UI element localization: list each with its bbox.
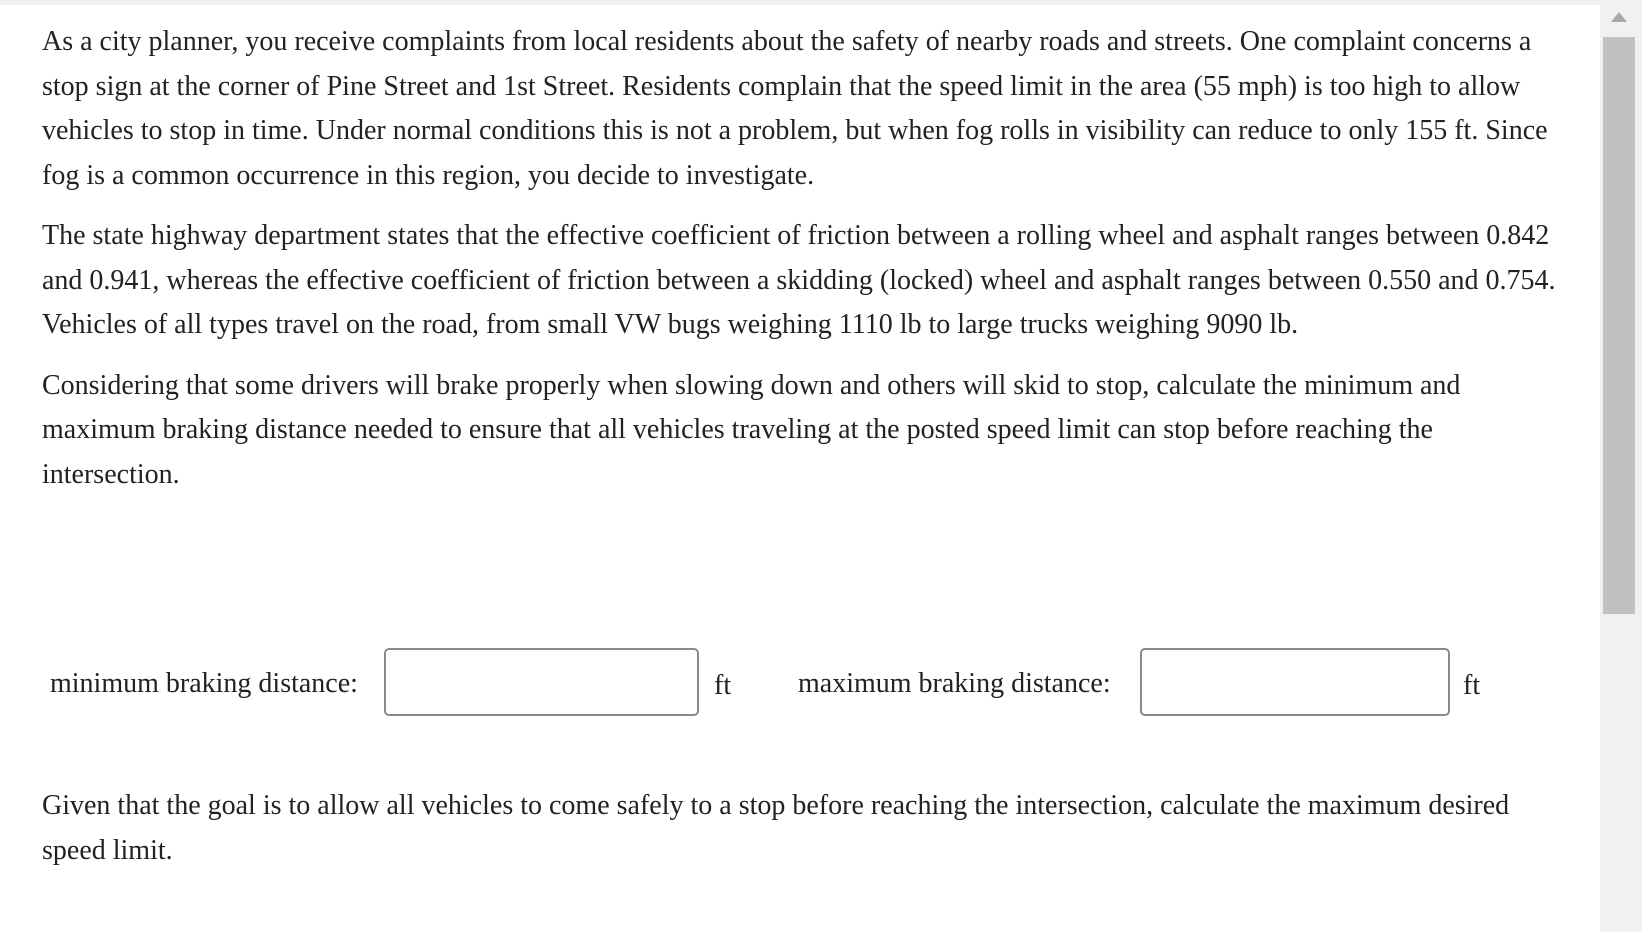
followup-question (42, 784, 1572, 873)
max-braking-distance-label: maximum braking distance: (798, 668, 1111, 699)
min-braking-distance-label: minimum braking distance: (50, 668, 358, 699)
scroll-thumb[interactable] (1603, 37, 1635, 614)
max-unit-label: ft (1463, 670, 1481, 701)
vertical-scrollbar[interactable] (1600, 0, 1642, 932)
min-braking-distance-input[interactable] (384, 648, 699, 716)
max-braking-distance-input[interactable] (1140, 648, 1450, 716)
problem-paragraph-3: Considering that some drivers will brake properly when slowing down and others will skid to stop, calculate the minimum and maximum braking distance needed to ensure that all vehicles traveling at the posted speed limit can stop before reaching the intersection. (42, 369, 1461, 490)
scroll-up-arrow-icon[interactable] (1611, 12, 1627, 22)
problem-statement (42, 20, 1572, 497)
problem-paragraph-2: The state highway department states that the effective coefficient of friction between a rolling wheel and asphalt ranges between 0.842 and 0.941, whereas the effective coefficient of friction between a skidding (locked) wheel and asphalt ranges between 0.550 and 0.754. Vehicles of all types travel on the road, from small VW bugs weighing 1110 lb to large trucks weighing 9090 lb. (42, 220, 1556, 340)
min-unit-label: ft (714, 670, 732, 701)
answer-row (50, 648, 1550, 722)
top-strip (0, 0, 1600, 5)
problem-paragraph-1: As a city planner, you receive complaints from local residents about the safety of nearby roads and streets. One complaint concerns a stop sign at the corner of Pine Street and 1st Street. Residents complain that the speed limit in the area (55 mph) is too high to allow vehicles to stop in time. Under normal conditions this is not a problem, but when fog rolls in visibility can reduce to only 155 ft. Since fog is a common occurrence in this region, you decide to investigate. (42, 26, 1548, 191)
followup-paragraph: Given that the goal is to allow all vehicles to come safely to a stop before reaching the intersection, calculate the maximum desired speed limit. (42, 790, 1510, 866)
